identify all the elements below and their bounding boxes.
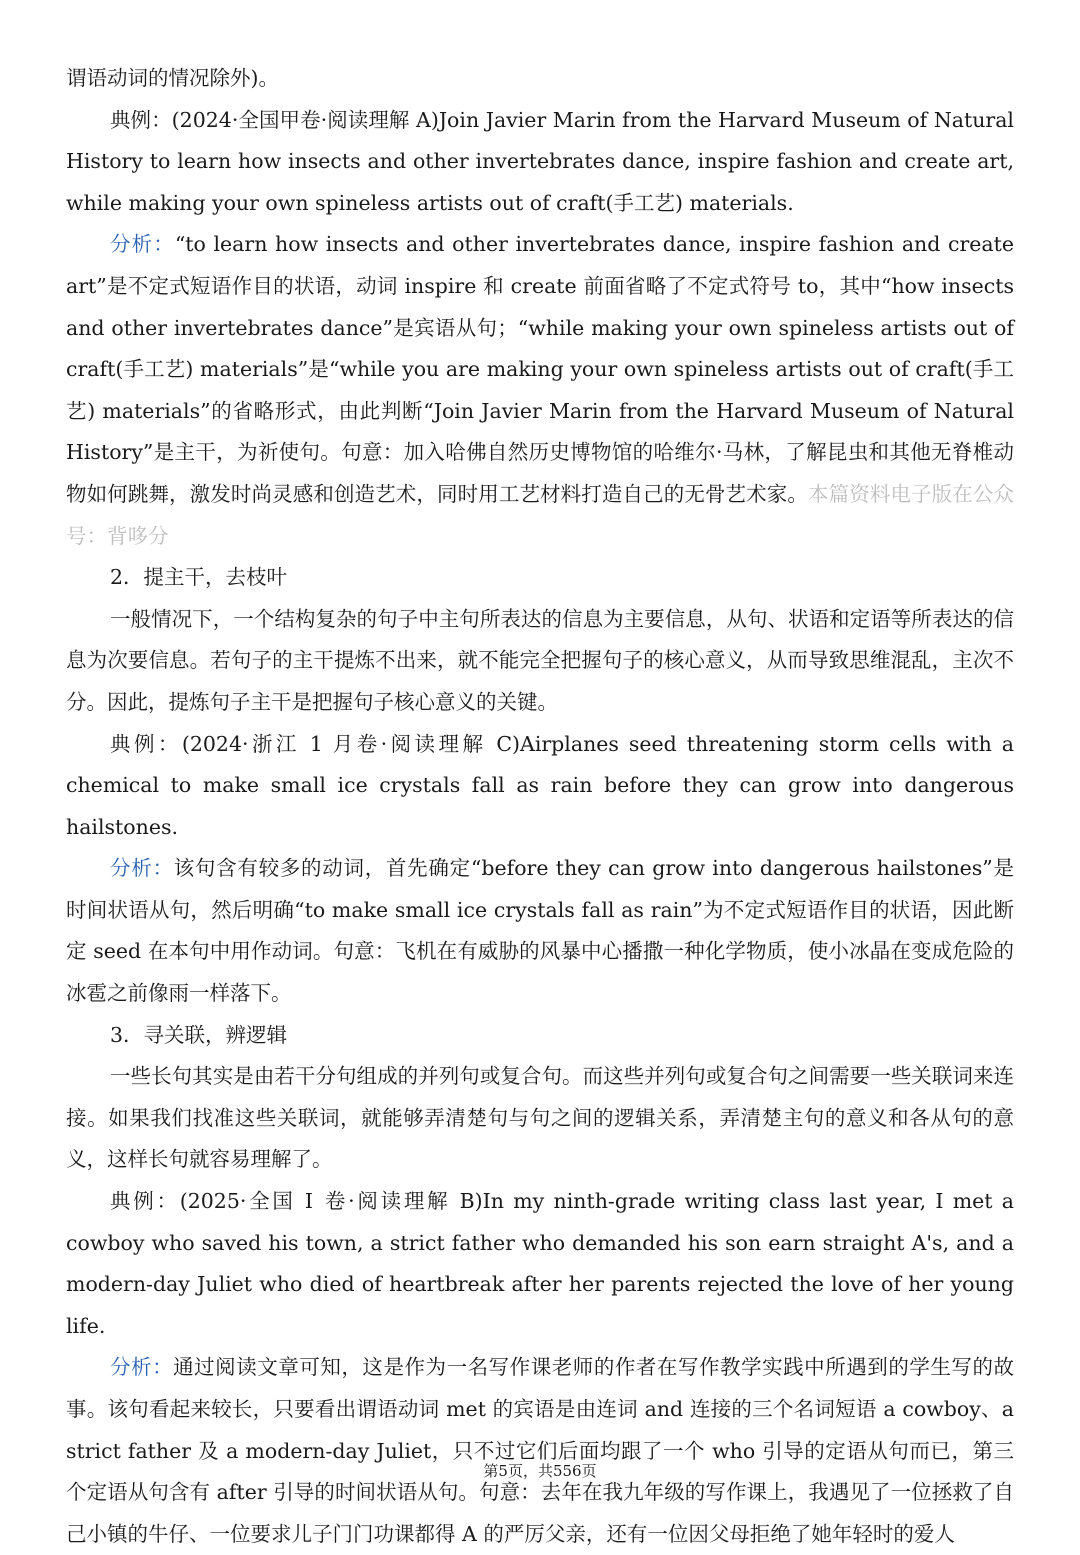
example-paragraph-3: 典例：(2025·全国 Ⅰ 卷·阅读理解 B)In my ninth-grade writing class last year, I met a cowboy who saved his town, a strict father who demanded his son earn straight A's, and a modern-day Juliet who died of heartbreak after her parents rejected the love of her young life.	[66, 1189, 1014, 1338]
body-paragraph-3: 一些长句其实是由若干分句组成的并列句或复合句。而这些并列句或复合句之间需要一些关联词来连接。如果我们找准这些关联词，就能够弄清楚句与句之间的逻辑关系，弄清楚主句的意义和各从句的意义，这样长句就容易理解了。	[66, 1064, 1014, 1172]
paragraph-continuation: 谓语动词的情况除外)。	[66, 66, 279, 90]
page-footer: 第5页，共556页	[483, 1462, 597, 1480]
watermark-text: 本篇资料电子版在公众号：背哆分	[66, 481, 1014, 548]
analysis-text: 通过阅读文章可知，这是作为一名写作课老师的作者在写作教学实践中所遇到的学生写的故事。该句看起来较长，只要看出谓语动词 met 的宾语是由连词 and 连接的三个名词短语 a cowboy、a strict father 及 a modern-day Juliet，只不过它们后面均跟了一个 who 引导的定语从句而已，第三个定语从句含有 after 引导的时间状语从句。句意：去年在我九年级的写作课上，我遇见了一位拯救了自己小镇的牛仔、一位要求儿子门门功课都得 A 的严厉父亲，还有一位因父母拒绝了她年轻时的爱人	[66, 1355, 1014, 1546]
analysis-text: “to learn how insects and other invertebrates dance, inspire fashion and create art”是不定式短语作目的状语，动词 inspire 和 create 前面省略了不定式符号 to，其中“how insects and other invertebrates dance”是宾语从句；“while making your own spineless artists out of craft(手工艺) materials”是“while you are making your own spineless artists out of craft(手工艺) materials”的省略形式，由此判断“Join Javier Marin from the Harvard Museum of Natural History”是主干，为祈使句。句意：加入哈佛自然历史博物馆的哈维尔·马林，了解昆虫和其他无脊椎动物如何跳舞，激发时尚灵感和创造艺术，同时用工艺材料打造自己的无骨艺术家。	[66, 232, 1015, 506]
document-body	[66, 58, 1014, 1555]
analysis-label: 分析：	[110, 1355, 174, 1380]
analysis-label: 分析：	[110, 856, 174, 881]
analysis-paragraph-1	[66, 224, 1014, 557]
section-heading-3: 3．寻关联，辨逻辑	[110, 1022, 288, 1047]
analysis-paragraph-3	[66, 1347, 1014, 1555]
analysis-paragraph-2	[66, 848, 1014, 1014]
body-paragraph-2: 一般情况下，一个结构复杂的句子中主句所表达的信息为主要信息，从句、状语和定语等所表达的信息为次要信息。若句子的主干提炼不出来，就不能完全把握句子的核心意义，从而导致思维混乱，主次不分。因此，提炼句子主干是把握句子核心意义的关键。	[66, 606, 1014, 714]
example-paragraph-1: 典例：(2024·全国甲卷·阅读理解 A)Join Javier Marin from the Harvard Museum of Natural History to learn how insects and other invertebrates dance, inspire fashion and create art, while making your own spineless artists out of craft(手工艺) materials.	[66, 107, 1014, 215]
section-heading-2: 2．提主干，去枝叶	[110, 565, 288, 590]
example-paragraph-2: 典例：(2024·浙江 1 月卷·阅读理解 C)Airplanes seed threatening storm cells with a chemical to make small ice crystals fall as rain before they can grow into dangerous hailstones.	[66, 731, 1014, 839]
analysis-label: 分析：	[110, 232, 175, 257]
analysis-text: 该句含有较多的动词，首先确定“before they can grow into dangerous hailstones”是时间状语从句，然后明确“to make small ice crystals fall as rain”为不定式短语作目的状语，因此断定 seed 在本句中用作动词。句意：飞机在有威胁的风暴中心播撒一种化学物质，使小冰晶在变成危险的冰雹之前像雨一样落下。	[66, 856, 1015, 1006]
